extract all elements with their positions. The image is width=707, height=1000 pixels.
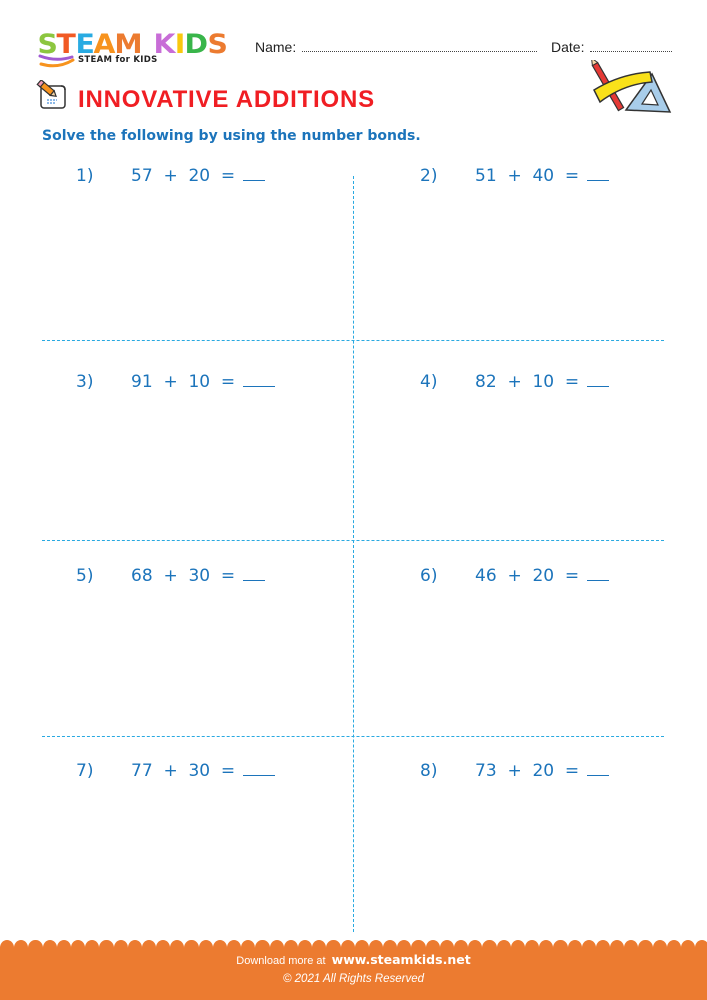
horizontal-divider: [42, 540, 664, 541]
problem-number: 3): [76, 372, 94, 392]
problem-expression: 51 + 40 =: [475, 166, 580, 186]
answer-blank[interactable]: [587, 761, 609, 776]
problem-number: 8): [420, 761, 438, 781]
logo-letter: S: [207, 29, 228, 60]
logo-letter: E: [75, 29, 95, 60]
name-field[interactable]: [255, 39, 537, 55]
logo-letter: K: [153, 29, 176, 60]
pencil-paper-icon: [35, 80, 71, 112]
name-label: Name:: [255, 39, 297, 55]
problem-number: 4): [420, 372, 438, 392]
problem-expression: 73 + 20 =: [475, 761, 580, 781]
problem-number: 2): [420, 166, 438, 186]
website-link[interactable]: www.steamkids.net: [331, 952, 471, 967]
answer-blank[interactable]: [243, 372, 275, 387]
answer-blank[interactable]: [587, 166, 609, 181]
problem-2: [420, 166, 609, 186]
answer-blank[interactable]: [587, 566, 609, 581]
logo-letter: A: [93, 29, 116, 60]
logo-tagline: STEAM for KIDS: [78, 55, 158, 65]
ruler-pencil-triangle-icon: [590, 60, 674, 116]
problem-6: [420, 566, 609, 586]
logo-letter: T: [56, 29, 77, 60]
copyright: © 2021 All Rights Reserved: [282, 973, 424, 985]
horizontal-divider: [42, 340, 664, 341]
problem-expression: 68 + 30 =: [131, 566, 236, 586]
problem-expression: 77 + 30 =: [131, 761, 236, 781]
problem-8: [420, 761, 609, 781]
date-field[interactable]: [551, 39, 672, 55]
answer-blank[interactable]: [243, 566, 265, 581]
problem-expression: 57 + 20 =: [131, 166, 236, 186]
logo-letter: D: [184, 29, 209, 60]
answer-blank[interactable]: [587, 372, 609, 387]
date-input-line[interactable]: [590, 39, 672, 52]
answer-blank[interactable]: [243, 166, 265, 181]
problem-number: 5): [76, 566, 94, 586]
problem-number: 7): [76, 761, 94, 781]
problem-expression: 46 + 20 =: [475, 566, 580, 586]
instruction-text: Solve the following by using the number bonds.: [42, 128, 421, 144]
problem-4: [420, 372, 609, 392]
vertical-divider: [353, 176, 354, 932]
date-label: Date:: [551, 39, 585, 55]
problem-number: 1): [76, 166, 94, 186]
problem-1: [76, 166, 265, 186]
answer-blank[interactable]: [243, 761, 275, 776]
worksheet-title: INNOVATIVE ADDITIONS: [78, 86, 375, 113]
download-prefix: Download more at: [236, 955, 326, 967]
problem-expression: 82 + 10 =: [475, 372, 580, 392]
logo-letter: M: [114, 29, 143, 60]
logo-letter: S: [37, 29, 58, 60]
logo-swoosh-icon: [38, 53, 76, 73]
download-line: [0, 952, 707, 967]
footer: [0, 940, 707, 1000]
problem-7: [76, 761, 275, 781]
steam-kids-logo: [38, 31, 238, 71]
horizontal-divider: [42, 736, 664, 737]
problem-5: [76, 566, 265, 586]
name-input-line[interactable]: [302, 39, 537, 52]
problem-expression: 91 + 10 =: [131, 372, 236, 392]
problem-number: 6): [420, 566, 438, 586]
logo-letter: I: [174, 29, 186, 60]
problem-3: [76, 372, 275, 392]
